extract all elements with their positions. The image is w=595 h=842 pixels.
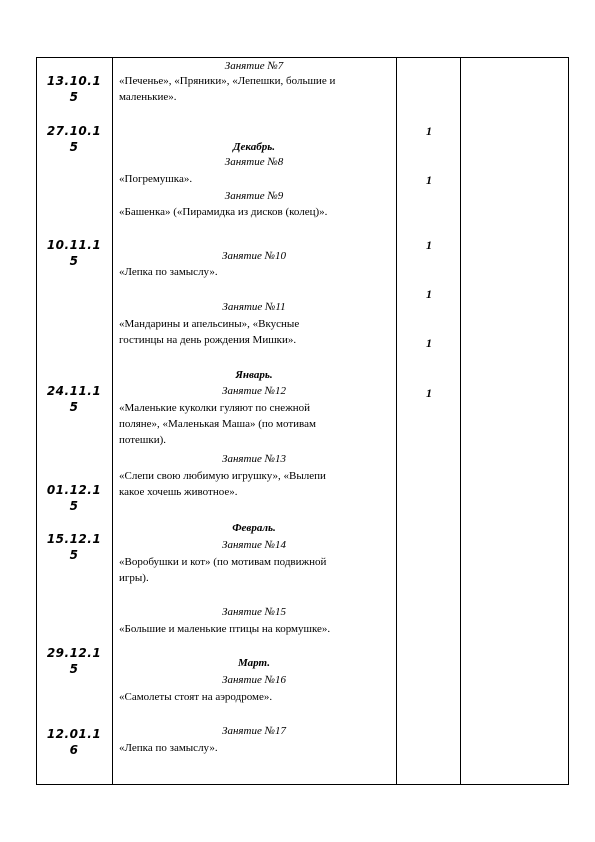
hours-cell: 1 — [426, 173, 432, 187]
lesson-text: какое хочешь животное». — [119, 486, 238, 498]
date-cell — [38, 726, 110, 758]
table-divider — [460, 57, 461, 785]
date-text: 29.12.1 5 — [46, 646, 102, 676]
hours-cell: 1 — [426, 238, 432, 252]
table-border-bottom — [36, 784, 569, 785]
lesson-text: маленькие». — [119, 91, 177, 103]
hours-cell: 1 — [426, 124, 432, 138]
lesson-text: «Печенье», «Пряники», «Лепешки, большие и — [119, 75, 336, 87]
hours-cell: 1 — [426, 287, 432, 301]
date-text: 01.12.1 5 — [46, 483, 102, 513]
date-cell — [38, 645, 110, 677]
lesson-title: Занятие №11 — [222, 301, 286, 313]
lesson-title: Занятие №17 — [222, 725, 286, 737]
lesson-text: «Маленькие куколки гуляют по снежной — [119, 402, 311, 414]
date-text: 24.11.1 5 — [46, 384, 102, 414]
lesson-title: Занятие №14 — [222, 539, 286, 551]
lesson-text: «Большие и маленькие птицы на кормушке». — [119, 623, 331, 635]
date-text: 10.11.1 5 — [46, 238, 102, 268]
lesson-title: Занятие №15 — [222, 606, 286, 618]
date-cell — [38, 482, 110, 514]
month-heading: Январь. — [235, 369, 273, 381]
hours-cell: 1 — [426, 336, 432, 350]
date-cell — [38, 123, 110, 155]
table-border-top — [36, 57, 569, 58]
lesson-title: Занятие №10 — [222, 250, 286, 262]
hours-cell: 1 — [426, 386, 432, 400]
lesson-title: Занятие №7 — [224, 60, 284, 72]
date-text: 12.01.1 6 — [46, 727, 102, 757]
lesson-text: гостинцы на день рождения Мишки». — [119, 334, 297, 346]
month-heading: Март. — [238, 657, 270, 669]
lesson-text: потешки). — [119, 434, 167, 446]
lesson-title: Занятие №12 — [222, 385, 286, 397]
date-text: 27.10.1 5 — [46, 124, 102, 154]
lesson-text: «Лепка по замыслу». — [119, 266, 218, 278]
date-cell — [38, 73, 110, 105]
lesson-text: «Самолеты стоят на аэродроме». — [119, 691, 273, 703]
lesson-text: «Мандарины и апельсины», «Вкусные — [119, 318, 300, 330]
table-divider — [396, 57, 397, 785]
date-text: 13.10.1 5 — [46, 74, 102, 104]
lesson-title: Занятие №16 — [222, 674, 286, 686]
table-border-right — [568, 57, 569, 785]
lesson-text: «Слепи свою любимую игрушку», «Вылепи — [119, 470, 326, 482]
lesson-text: «Лепка по замыслу». — [119, 742, 218, 754]
lesson-title: Занятие №13 — [222, 453, 286, 465]
lesson-title: Занятие №9 — [224, 190, 284, 202]
lesson-title: Занятие №8 — [224, 156, 284, 168]
date-cell — [38, 237, 110, 269]
table-border-left — [36, 57, 37, 785]
date-cell — [38, 383, 110, 415]
lesson-text: «Погремушка». — [119, 173, 193, 185]
month-heading: Февраль. — [232, 522, 276, 534]
lesson-text: игры). — [119, 572, 149, 584]
month-heading: Декабрь. — [233, 141, 275, 153]
lesson-text: поляне», «Маленькая Маша» (по мотивам — [119, 418, 316, 430]
lesson-text: «Воробушки и кот» (по мотивам подвижной — [119, 556, 327, 568]
date-cell — [38, 531, 110, 563]
lesson-text: «Башенка» («Пирамидка из дисков (колец)». — [119, 206, 328, 218]
date-text: 15.12.1 5 — [46, 532, 102, 562]
